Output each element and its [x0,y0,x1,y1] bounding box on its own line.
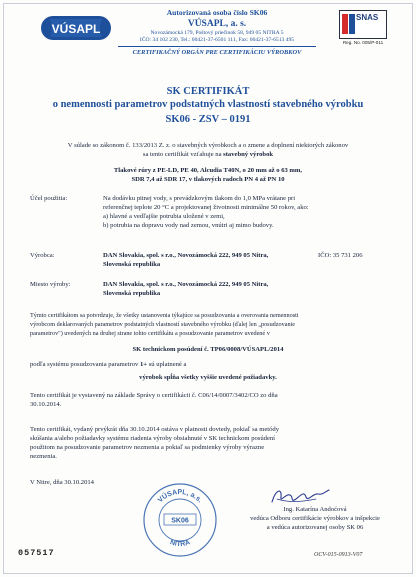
logo-text: VÚSAPL [51,22,101,36]
signatory-name: Ing. Katarína Andoćová [283,506,347,513]
signatory-role-2: a vedúca autorizovanej osoby SK 06 [266,524,364,531]
form-code: OCV-015-0913-V07 [314,552,363,558]
manufacturer-ico: IČO: 35 731 206 [318,252,363,259]
product-line-2: SDR 7,4 až SDR 17, v tlakových radoch PN 4 až PN 10 [131,176,285,183]
snas-symbol-icon [342,14,356,34]
signatory-role-1: vedúca Odboru certifikácie výrobkov a inšpekcie [250,515,380,522]
place-date: V Nitre, dňa 30.10.2014 [30,479,94,486]
usage-text: Na dodávku pitnej vody, s prevádzkovým tlakom do 1,0 MPa vrátane pri referenčnej teplote 20 °C a projektovanej životnosti minimálne 50 rokov, ako: a) hlavné a vedľajšie potrubia uložené v zemi, b) potrubia na dopravu vody nad zemou, vnútri aj mimo budovy. [103,195,309,229]
manufacturer-label: Výrobca: [30,252,55,259]
technical-assessment: SK technickom posúdení č. TP06/0008/VÚSAPL/2014 [132,346,284,353]
issued-paragraph: Tento certifikát je vystavený na základe Správy o certifikácii č. C06/14/0007/3402/CO zo dňa 30.10.2014. [30,392,278,408]
validity-paragraph: Tento certifikát, vydaný prvýkrát dňa 30.10.2014 ostáva v platnosti dovtedy, pokiaľ sa metódy skúšania a/alebo požiadavky systému riadenia výroby obsiahnuté v SK technickom posúdení použitom na posudzovanie parametrov nezmenia a pokiaľ sa podmienky výroby výrazne nezmenia. [30,426,280,460]
seal-top-text: VÚSAPL, a.s. [156,488,204,505]
vusapl-logo-icon [40,13,112,43]
serial-number: 057517 [18,548,55,558]
seal-bottom-text: NITRA [168,539,192,549]
product-line-1: Tlakové rúry z PE-LD, PE 40, Alcudia T40N, o 20 mm až o 63 mm, [113,167,303,174]
issuer-authorization: Autorizovaná osoba číslo SK06 [166,8,268,17]
assessment-system: podľa systému posudzovania parametrov 1+ sú uplatnené a [30,361,187,368]
issuer-name: VÚSAPL, a. s. [187,19,247,29]
seal-center-text: SK06 [171,517,189,525]
certificate-number: SK06 - ZSV – 0191 [165,114,251,125]
signatory-block [240,505,390,532]
certificate-title: SK CERTIFIKÁT [166,86,250,97]
issuer-department: CERTIFIKAČNÝ ORGÁN PRE CERTIFIKÁCIU VÝROBKOV [118,46,316,57]
compliance-statement: výrobok spĺňa všetky vyššie uvedené požiadavky. [139,374,277,381]
usage-label: Účel použitia: [30,195,68,202]
snas-reg-number: Reg. No. 005/P-011 [342,40,384,45]
manufacturer-text: DAN Slovakia, spol. s r.o., Novozámocká 222, 949 05 Nitra, Slovenská republika [103,252,269,268]
intro-line-1: V súlade so zákonom č. 133/2013 Z. z. o stavebných výrobkoch a o zmene a doplnení niektorých zákonov [67,142,349,149]
snas-accreditation-mark [339,10,387,45]
confirm-paragraph: Týmto certifikátom sa potvrdzuje, že všetky ustanovenia týkajúce sa posudzovania a overovania nemennosti výrobcom deklarovaných parametrov podstatných vlastností stavebného výrobku (ďalej len „posudzovanie parametrov") uvedených na druhej strane tohto certifikátu a posudzovanie parametrov uvedené v [30,312,299,337]
snas-label: SNAS [356,13,379,22]
certificate-subtitle: o nemennosti parametrov podstatných vlastností stavebného výrobku [52,99,364,110]
svg-text:NITRA [169,539,191,548]
intro-line-2: sa tento certifikát vzťahuje na stavebný výrobok [142,151,274,158]
issuer-header [112,8,322,57]
production-site-label: Miesto výroby: [30,281,71,288]
handwritten-signature-icon [268,485,332,507]
issuer-contact: IČO: 34 102 230, Tel.: 00421-37-6501 111, Fax: 00421-37-6513 495 [139,37,295,43]
official-seal-icon [142,482,218,558]
svg-text:VÚSAPL, a.s. [157,489,203,504]
issuer-address: Novozámocká 179, Poštový priečinok 58, 949 05 NITRA 5 [150,30,284,36]
production-site-text: DAN Slovakia, spol. s r.o., Novozámocká 222, 949 05 Nitra, Slovenská republika [103,281,269,297]
